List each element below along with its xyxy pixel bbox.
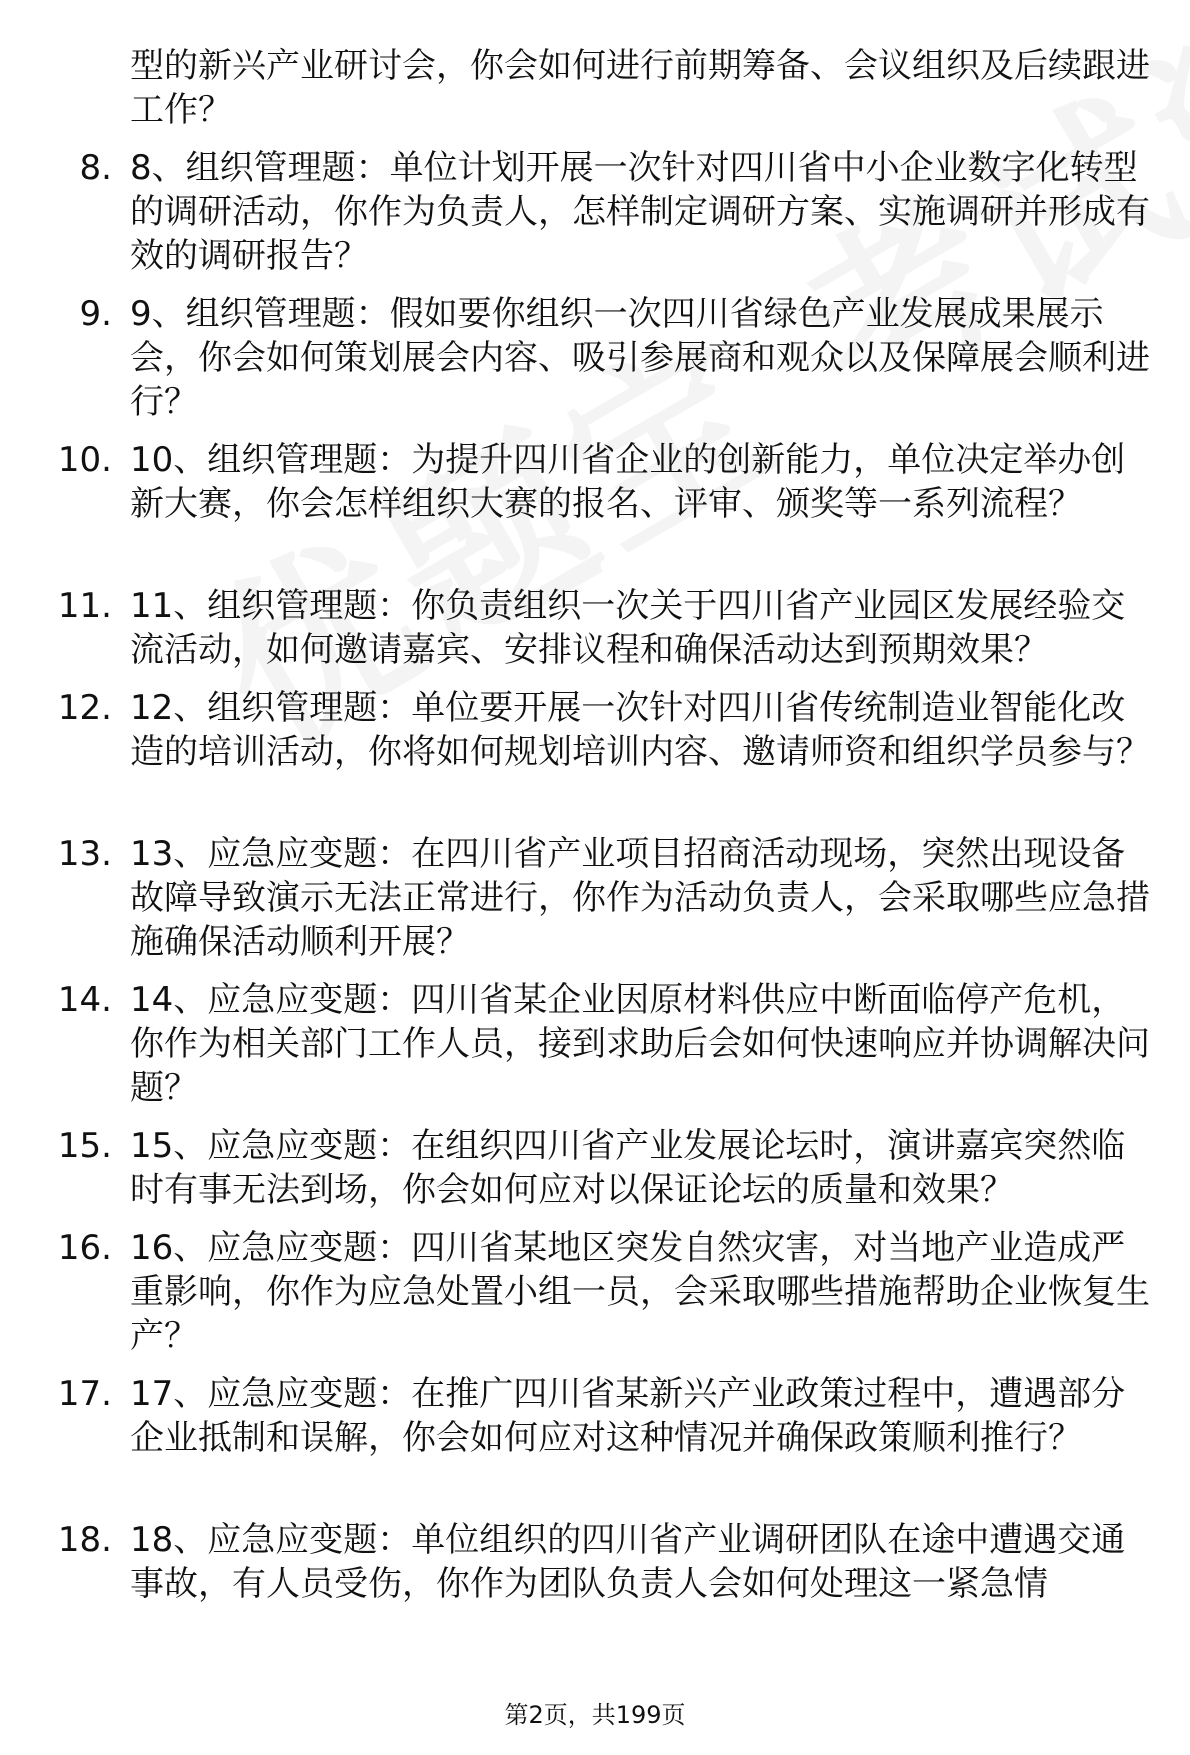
item-number: 13.: [57, 834, 112, 874]
item-number: 18.: [57, 1520, 112, 1560]
item-number: 12.: [57, 688, 112, 728]
item-text: 8、组织管理题：单位计划开展一次针对四川省中小企业数字化转型的调研活动，你作为负责人，怎样制定调研方案、实施调研并形成有效的调研报告？: [130, 148, 1150, 276]
item-number: 17.: [57, 1374, 112, 1414]
item-text: 11、组织管理题：你负责组织一次关于四川省产业园区发展经验交流活动，如何邀请嘉宾、安排议程和确保活动达到预期效果？: [130, 586, 1126, 670]
continuation-text: 型的新兴产业研讨会，你会如何进行前期筹备、会议组织及后续跟进工作？: [130, 46, 1150, 130]
item-number: 8.: [79, 148, 112, 188]
item-number: 10.: [57, 440, 112, 480]
item-number: 15.: [57, 1126, 112, 1166]
item-number: 11.: [57, 586, 112, 626]
item-text: 9、组织管理题：假如要你组织一次四川省绿色产业发展成果展示会，你会如何策划展会内容、吸引参展商和观众以及保障展会顺利进行？: [130, 294, 1150, 422]
item-number: 14.: [57, 980, 112, 1020]
item-text: 12、组织管理题：单位要开展一次针对四川省传统制造业智能化改造的培训活动，你将如何规划培训内容、邀请师资和组织学员参与？: [130, 688, 1150, 772]
item-text: 16、应急应变题：四川省某地区突发自然灾害，对当地产业造成严重影响，你作为应急处置小组一员，会采取哪些措施帮助企业恢复生产？: [130, 1228, 1150, 1356]
item-text: 10、组织管理题：为提升四川省企业的创新能力，单位决定举办创新大赛，你会怎样组织大赛的报名、评审、颁奖等一系列流程？: [130, 440, 1126, 524]
item-number: 16.: [57, 1228, 112, 1268]
item-text: 18、应急应变题：单位组织的四川省产业调研团队在途中遭遇交通事故，有人员受伤，你作为团队负责人会如何处理这一紧急情: [130, 1520, 1126, 1604]
item-text: 15、应急应变题：在组织四川省产业发展论坛时，演讲嘉宾突然临时有事无法到场，你会如何应对以保证论坛的质量和效果？: [130, 1126, 1126, 1210]
item-text: 14、应急应变题：四川省某企业因原材料供应中断面临停产危机，你作为相关部门工作人员，接到求助后会如何快速响应并协调解决问题？: [130, 980, 1150, 1108]
page-footer: 第2页，共199页: [504, 1701, 686, 1729]
item-text: 17、应急应变题：在推广四川省某新兴产业政策过程中，遭遇部分企业抵制和误解，你会如何应对这种情况并确保政策顺利推行？: [130, 1374, 1126, 1458]
item-number: 9.: [79, 294, 112, 334]
item-text: 13、应急应变题：在四川省产业项目招商活动现场，突然出现设备故障导致演示无法正常进行，你作为活动负责人，会采取哪些应急措施确保活动顺利开展？: [130, 834, 1150, 962]
